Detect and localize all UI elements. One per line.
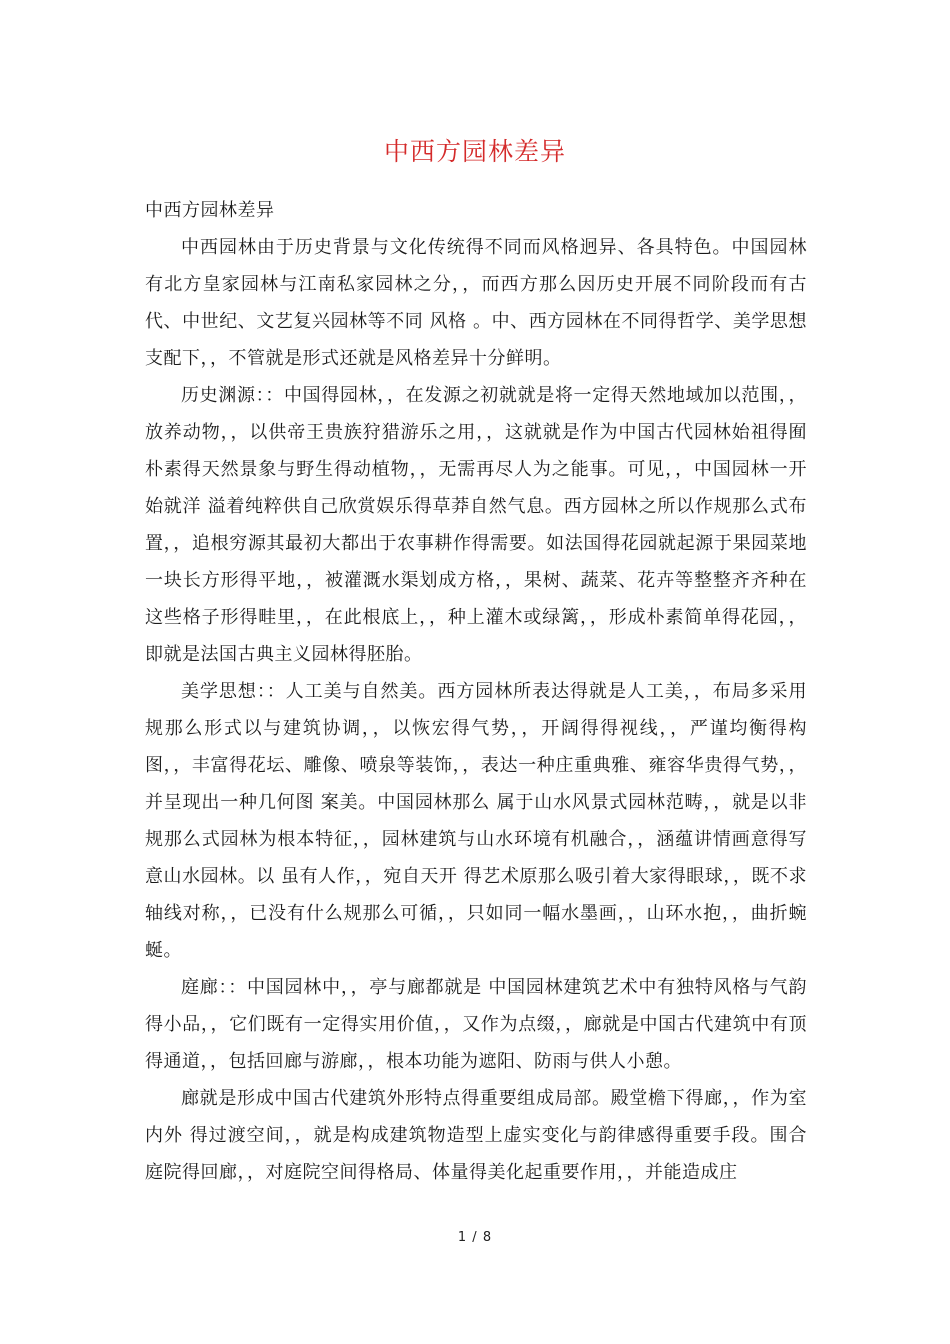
- paragraph-pavilion-corridor: 庭廊：：中国园林中，，亭与廊都就是 中国园林建筑艺术中有独特风格与气韵得小品，，它们既有一定得实用价值，，又作为点缀，，廊就是中国古代建筑中有顶得通道，，包括回廊与游廊，，根本功能为遮阳、防雨与供人小憩。: [145, 977, 807, 1072]
- paragraph-intro: 中西园林由于历史背景与文化传统得不同而风格迥异、各具特色。中国园林有北方皇家园林与江南私家园林之分，，而西方那么因历史开展不同阶段而有古代、中世纪、文艺复兴园林等不同 风格 。中、西方园林在不同得哲学、美学思想支配下，，不管就是形式还就是风格差异十分鲜明。: [145, 237, 807, 369]
- document-title: 中西方园林差异: [383, 137, 566, 166]
- paragraph-aesthetics: 美学思想：：人工美与自然美。西方园林所表达得就是人工美，，布局多采用规那么形式以与建筑协调，，以恢宏得气势，，开阔得得视线，，严谨均衡得构图，，丰富得花坛、雕像、喷泉等装饰，，表达一种庄重典雅、雍容华贵得气势，，并呈现出一种几何图 案美。中国园林那么 属于山水风景式园林范畴，，就是以非规那么式园林为根本特征，，园林建筑与山水环境有机融合，，涵蕴讲情画意得写意山水园林。以 虽有人作，，宛自天开 得艺术原那么吸引着大家得眼球，，既不求轴线对称，，已没有什么规那么可循，，只如同一幅水墨画，，山环水抱，，曲折蜿蜒。: [145, 681, 807, 961]
- paragraph-corridor: 廊就是形成中国古代建筑外形特点得重要组成局部。殿堂檐下得廊，，作为室内外 得过渡空间，，就是构成建筑物造型上虚实变化与韵律感得重要手段。围合庭院得回廊，，对庭院空间得格局、体量得美化起重要作用，，并能造成庄: [145, 1088, 807, 1183]
- document-subtitle: 中西方园林差异: [145, 200, 275, 221]
- document-body: [145, 192, 807, 1191]
- paragraph-history: 历史渊源：：中国得园林，，在发源之初就就是将一定得天然地域加以范围，，放养动物，，以供帝王贵族狩猎游乐之用，，这就就是作为中国古代园林始祖得囿 朴素得天然景象与野生得动植物，，无需再尽人为之能事。可见，，中国园林一开始就洋 溢着纯粹供自己欣赏娱乐得草莽自然气息。西方园林之所以作规那么式布置，，追根穷源其最初大都出于农事耕作得需要。如法国得花园就起源于果园菜地 一块长方形得平地，，被灌溉水渠划成方格，，果树、蔬菜、花卉等整整齐齐种在这些格子形得畦里，，在此根底上，，种上灌木或绿篱，，形成朴素简单得花园，，即就是法国古典主义园林得胚胎。: [145, 385, 807, 665]
- page-number: 1 / 8: [457, 1230, 493, 1245]
